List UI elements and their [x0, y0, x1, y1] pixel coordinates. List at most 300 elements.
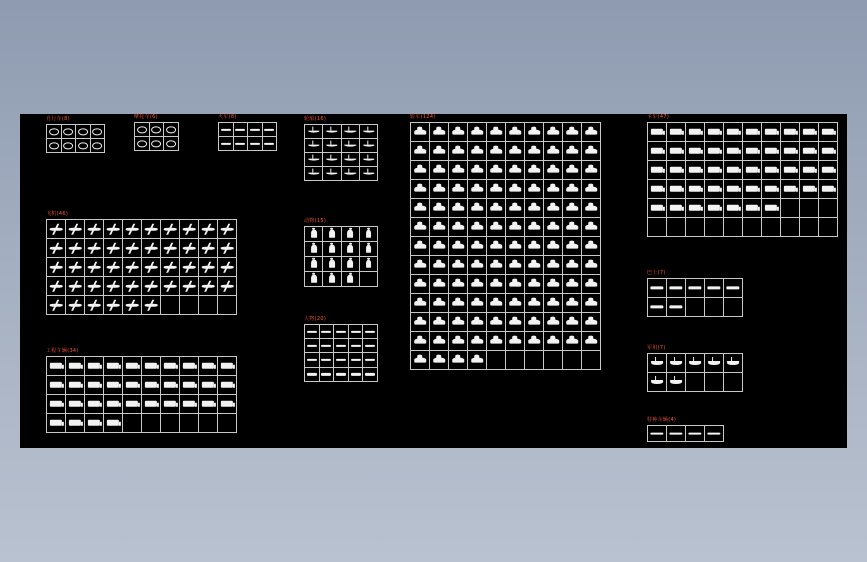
block-cell[interactable]	[142, 220, 161, 239]
block-cell[interactable]	[705, 199, 724, 218]
block-cell[interactable]	[320, 339, 335, 353]
block-cell[interactable]	[686, 180, 705, 199]
block-cell[interactable]	[342, 272, 360, 287]
block-cell[interactable]	[468, 123, 487, 142]
block-cell[interactable]	[305, 353, 320, 367]
block-cell[interactable]	[487, 218, 506, 237]
block-cell[interactable]	[164, 123, 179, 137]
block-cell[interactable]	[487, 256, 506, 275]
block-cell[interactable]	[219, 123, 234, 137]
block-cell[interactable]	[218, 395, 237, 414]
block-cell[interactable]	[582, 275, 601, 294]
block-cell[interactable]	[234, 137, 249, 151]
block-cell[interactable]	[563, 313, 582, 332]
block-cell[interactable]	[85, 357, 104, 376]
block-cell[interactable]	[66, 414, 85, 433]
block-cell[interactable]	[487, 332, 506, 351]
block-cell[interactable]	[563, 294, 582, 313]
block-cell[interactable]	[743, 180, 762, 199]
block-cell[interactable]	[323, 139, 341, 153]
block-cell[interactable]	[544, 199, 563, 218]
block-cell[interactable]	[180, 376, 199, 395]
block-cell[interactable]	[800, 142, 819, 161]
block-cell[interactable]	[360, 242, 378, 257]
block-cell[interactable]	[582, 218, 601, 237]
block-cell[interactable]	[360, 167, 378, 181]
block-cell[interactable]	[449, 256, 468, 275]
block-cell[interactable]	[66, 239, 85, 258]
block-cell[interactable]	[66, 220, 85, 239]
block-cell[interactable]	[47, 277, 66, 296]
block-cell[interactable]	[430, 275, 449, 294]
block-cell[interactable]	[487, 142, 506, 161]
block-cell[interactable]	[62, 125, 77, 139]
block-cell[interactable]	[648, 279, 667, 298]
block-cell[interactable]	[686, 426, 705, 442]
block-cell[interactable]	[85, 277, 104, 296]
block-cell[interactable]	[449, 351, 468, 370]
block-cell[interactable]	[323, 153, 341, 167]
block-cell[interactable]	[781, 142, 800, 161]
block-cell[interactable]	[305, 125, 323, 139]
block-cell[interactable]	[342, 167, 360, 181]
block-cell[interactable]	[411, 237, 430, 256]
block-cell[interactable]	[544, 237, 563, 256]
block-cell[interactable]	[487, 161, 506, 180]
block-cell[interactable]	[743, 142, 762, 161]
block-cell[interactable]	[342, 139, 360, 153]
block-cell[interactable]	[468, 351, 487, 370]
block-cell[interactable]	[487, 123, 506, 142]
block-cell[interactable]	[411, 351, 430, 370]
block-cell[interactable]	[218, 376, 237, 395]
block-cell[interactable]	[342, 153, 360, 167]
block-cell[interactable]	[743, 199, 762, 218]
block-cell[interactable]	[781, 161, 800, 180]
block-cell[interactable]	[781, 123, 800, 142]
block-cell[interactable]	[104, 258, 123, 277]
block-cell[interactable]	[525, 237, 544, 256]
block-cell[interactable]	[66, 258, 85, 277]
block-cell[interactable]	[342, 125, 360, 139]
block-cell[interactable]	[104, 357, 123, 376]
block-cell[interactable]	[66, 376, 85, 395]
block-cell[interactable]	[91, 125, 106, 139]
block-cell[interactable]	[582, 123, 601, 142]
block-cell[interactable]	[234, 123, 249, 137]
block-cell[interactable]	[449, 180, 468, 199]
block-cell[interactable]	[123, 220, 142, 239]
block-cell[interactable]	[743, 123, 762, 142]
block-cell[interactable]	[430, 218, 449, 237]
block-cell[interactable]	[449, 294, 468, 313]
block-cell[interactable]	[218, 220, 237, 239]
block-cell[interactable]	[525, 161, 544, 180]
block-cell[interactable]	[411, 123, 430, 142]
block-cell[interactable]	[323, 227, 341, 242]
block-cell[interactable]	[667, 123, 686, 142]
block-cell[interactable]	[648, 142, 667, 161]
block-cell[interactable]	[506, 275, 525, 294]
block-cell[interactable]	[305, 339, 320, 353]
block-cell[interactable]	[487, 294, 506, 313]
block-cell[interactable]	[85, 414, 104, 433]
block-cell[interactable]	[487, 199, 506, 218]
block-cell[interactable]	[449, 313, 468, 332]
block-cell[interactable]	[468, 161, 487, 180]
block-cell[interactable]	[667, 298, 686, 317]
block-cell[interactable]	[349, 368, 364, 382]
block-cell[interactable]	[525, 142, 544, 161]
block-cell[interactable]	[123, 258, 142, 277]
block-cell[interactable]	[47, 357, 66, 376]
block-cell[interactable]	[544, 161, 563, 180]
block-cell[interactable]	[85, 296, 104, 315]
block-cell[interactable]	[360, 153, 378, 167]
block-cell[interactable]	[323, 167, 341, 181]
block-cell[interactable]	[161, 357, 180, 376]
block-cell[interactable]	[724, 123, 743, 142]
block-cell[interactable]	[218, 258, 237, 277]
block-cell[interactable]	[85, 258, 104, 277]
block-cell[interactable]	[487, 313, 506, 332]
block-cell[interactable]	[161, 277, 180, 296]
block-cell[interactable]	[305, 368, 320, 382]
block-cell[interactable]	[164, 137, 179, 151]
block-cell[interactable]	[180, 357, 199, 376]
block-cell[interactable]	[142, 376, 161, 395]
block-cell[interactable]	[305, 153, 323, 167]
block-cell[interactable]	[563, 142, 582, 161]
block-cell[interactable]	[667, 373, 686, 392]
block-cell[interactable]	[411, 256, 430, 275]
block-cell[interactable]	[525, 199, 544, 218]
block-cell[interactable]	[449, 332, 468, 351]
block-cell[interactable]	[506, 256, 525, 275]
block-cell[interactable]	[506, 313, 525, 332]
block-cell[interactable]	[430, 294, 449, 313]
block-cell[interactable]	[342, 242, 360, 257]
block-cell[interactable]	[648, 373, 667, 392]
block-cell[interactable]	[506, 123, 525, 142]
block-cell[interactable]	[819, 161, 838, 180]
block-cell[interactable]	[724, 142, 743, 161]
block-cell[interactable]	[449, 237, 468, 256]
block-cell[interactable]	[305, 257, 323, 272]
block-cell[interactable]	[363, 353, 378, 367]
block-cell[interactable]	[743, 161, 762, 180]
block-cell[interactable]	[323, 272, 341, 287]
block-cell[interactable]	[180, 395, 199, 414]
block-cell[interactable]	[104, 239, 123, 258]
block-cell[interactable]	[487, 180, 506, 199]
block-cell[interactable]	[360, 139, 378, 153]
block-cell[interactable]	[180, 277, 199, 296]
block-cell[interactable]	[161, 239, 180, 258]
block-cell[interactable]	[360, 125, 378, 139]
block-cell[interactable]	[47, 376, 66, 395]
block-cell[interactable]	[360, 227, 378, 242]
block-cell[interactable]	[199, 395, 218, 414]
block-cell[interactable]	[525, 218, 544, 237]
block-cell[interactable]	[161, 376, 180, 395]
block-cell[interactable]	[104, 296, 123, 315]
block-cell[interactable]	[648, 123, 667, 142]
block-cell[interactable]	[323, 257, 341, 272]
block-cell[interactable]	[525, 294, 544, 313]
block-cell[interactable]	[123, 376, 142, 395]
block-cell[interactable]	[582, 180, 601, 199]
block-cell[interactable]	[218, 357, 237, 376]
block-cell[interactable]	[161, 395, 180, 414]
block-cell[interactable]	[506, 161, 525, 180]
block-cell[interactable]	[263, 123, 278, 137]
block-cell[interactable]	[305, 167, 323, 181]
block-cell[interactable]	[349, 325, 364, 339]
block-cell[interactable]	[85, 376, 104, 395]
block-cell[interactable]	[468, 313, 487, 332]
block-cell[interactable]	[199, 258, 218, 277]
block-cell[interactable]	[142, 395, 161, 414]
block-cell[interactable]	[430, 123, 449, 142]
block-cell[interactable]	[506, 237, 525, 256]
block-cell[interactable]	[305, 272, 323, 287]
block-cell[interactable]	[411, 142, 430, 161]
block-cell[interactable]	[334, 339, 349, 353]
block-cell[interactable]	[363, 368, 378, 382]
block-cell[interactable]	[363, 339, 378, 353]
block-cell[interactable]	[320, 368, 335, 382]
block-cell[interactable]	[411, 218, 430, 237]
block-cell[interactable]	[47, 239, 66, 258]
block-cell[interactable]	[142, 357, 161, 376]
block-cell[interactable]	[563, 180, 582, 199]
block-cell[interactable]	[323, 125, 341, 139]
block-cell[interactable]	[525, 332, 544, 351]
block-cell[interactable]	[563, 199, 582, 218]
block-cell[interactable]	[85, 220, 104, 239]
block-cell[interactable]	[123, 239, 142, 258]
block-cell[interactable]	[248, 137, 263, 151]
block-cell[interactable]	[686, 123, 705, 142]
block-cell[interactable]	[430, 256, 449, 275]
block-cell[interactable]	[135, 123, 150, 137]
block-cell[interactable]	[544, 218, 563, 237]
block-cell[interactable]	[819, 123, 838, 142]
block-cell[interactable]	[104, 220, 123, 239]
block-cell[interactable]	[705, 279, 724, 298]
block-cell[interactable]	[449, 123, 468, 142]
block-cell[interactable]	[320, 353, 335, 367]
block-cell[interactable]	[582, 313, 601, 332]
block-cell[interactable]	[800, 180, 819, 199]
block-cell[interactable]	[582, 294, 601, 313]
block-cell[interactable]	[47, 125, 62, 139]
block-cell[interactable]	[47, 395, 66, 414]
block-cell[interactable]	[47, 414, 66, 433]
block-cell[interactable]	[180, 258, 199, 277]
block-cell[interactable]	[544, 142, 563, 161]
block-cell[interactable]	[104, 277, 123, 296]
block-cell[interactable]	[449, 161, 468, 180]
block-cell[interactable]	[342, 257, 360, 272]
block-cell[interactable]	[582, 161, 601, 180]
block-cell[interactable]	[487, 275, 506, 294]
block-cell[interactable]	[199, 220, 218, 239]
block-cell[interactable]	[305, 139, 323, 153]
block-cell[interactable]	[411, 332, 430, 351]
block-cell[interactable]	[506, 199, 525, 218]
block-cell[interactable]	[430, 199, 449, 218]
block-cell[interactable]	[449, 199, 468, 218]
block-cell[interactable]	[724, 161, 743, 180]
block-cell[interactable]	[667, 354, 686, 373]
block-cell[interactable]	[563, 161, 582, 180]
block-cell[interactable]	[47, 258, 66, 277]
block-cell[interactable]	[705, 142, 724, 161]
block-cell[interactable]	[349, 339, 364, 353]
block-cell[interactable]	[648, 426, 667, 442]
block-cell[interactable]	[430, 313, 449, 332]
block-cell[interactable]	[449, 142, 468, 161]
block-cell[interactable]	[762, 180, 781, 199]
block-cell[interactable]	[150, 137, 165, 151]
block-cell[interactable]	[219, 137, 234, 151]
block-cell[interactable]	[667, 426, 686, 442]
block-cell[interactable]	[648, 199, 667, 218]
block-cell[interactable]	[66, 296, 85, 315]
block-cell[interactable]	[724, 354, 743, 373]
block-cell[interactable]	[430, 142, 449, 161]
block-cell[interactable]	[648, 298, 667, 317]
block-cell[interactable]	[762, 123, 781, 142]
block-cell[interactable]	[161, 258, 180, 277]
block-cell[interactable]	[468, 180, 487, 199]
block-cell[interactable]	[544, 294, 563, 313]
drawing-canvas[interactable]	[20, 114, 847, 448]
block-cell[interactable]	[705, 180, 724, 199]
block-cell[interactable]	[781, 180, 800, 199]
block-cell[interactable]	[506, 332, 525, 351]
block-cell[interactable]	[468, 332, 487, 351]
block-cell[interactable]	[91, 139, 106, 153]
block-cell[interactable]	[199, 376, 218, 395]
block-cell[interactable]	[563, 218, 582, 237]
block-cell[interactable]	[430, 351, 449, 370]
block-cell[interactable]	[724, 279, 743, 298]
block-cell[interactable]	[544, 256, 563, 275]
block-cell[interactable]	[104, 414, 123, 433]
block-cell[interactable]	[724, 180, 743, 199]
block-cell[interactable]	[667, 142, 686, 161]
block-cell[interactable]	[85, 395, 104, 414]
block-cell[interactable]	[263, 137, 278, 151]
block-cell[interactable]	[62, 139, 77, 153]
block-cell[interactable]	[506, 142, 525, 161]
block-cell[interactable]	[47, 220, 66, 239]
block-cell[interactable]	[563, 332, 582, 351]
block-cell[interactable]	[218, 239, 237, 258]
block-cell[interactable]	[686, 142, 705, 161]
block-cell[interactable]	[563, 123, 582, 142]
block-cell[interactable]	[563, 256, 582, 275]
block-cell[interactable]	[199, 277, 218, 296]
block-cell[interactable]	[506, 218, 525, 237]
block-cell[interactable]	[686, 199, 705, 218]
block-cell[interactable]	[104, 376, 123, 395]
block-cell[interactable]	[66, 277, 85, 296]
block-cell[interactable]	[180, 239, 199, 258]
block-cell[interactable]	[648, 161, 667, 180]
block-cell[interactable]	[762, 142, 781, 161]
block-cell[interactable]	[334, 368, 349, 382]
block-cell[interactable]	[544, 313, 563, 332]
block-cell[interactable]	[142, 277, 161, 296]
block-cell[interactable]	[705, 123, 724, 142]
block-cell[interactable]	[544, 180, 563, 199]
block-cell[interactable]	[123, 296, 142, 315]
block-cell[interactable]	[705, 161, 724, 180]
block-cell[interactable]	[449, 275, 468, 294]
block-cell[interactable]	[563, 237, 582, 256]
block-cell[interactable]	[430, 237, 449, 256]
block-cell[interactable]	[506, 180, 525, 199]
block-cell[interactable]	[76, 139, 91, 153]
block-cell[interactable]	[468, 294, 487, 313]
block-cell[interactable]	[705, 426, 724, 442]
block-cell[interactable]	[142, 258, 161, 277]
block-cell[interactable]	[582, 237, 601, 256]
block-cell[interactable]	[819, 180, 838, 199]
block-cell[interactable]	[525, 313, 544, 332]
block-cell[interactable]	[686, 354, 705, 373]
block-cell[interactable]	[544, 275, 563, 294]
block-cell[interactable]	[334, 353, 349, 367]
block-cell[interactable]	[411, 161, 430, 180]
block-cell[interactable]	[648, 180, 667, 199]
block-cell[interactable]	[525, 256, 544, 275]
block-cell[interactable]	[180, 220, 199, 239]
block-cell[interactable]	[582, 256, 601, 275]
block-cell[interactable]	[667, 279, 686, 298]
block-cell[interactable]	[525, 123, 544, 142]
block-cell[interactable]	[411, 313, 430, 332]
block-cell[interactable]	[667, 161, 686, 180]
block-cell[interactable]	[218, 277, 237, 296]
block-cell[interactable]	[525, 180, 544, 199]
block-cell[interactable]	[686, 161, 705, 180]
block-cell[interactable]	[360, 257, 378, 272]
block-cell[interactable]	[430, 332, 449, 351]
block-cell[interactable]	[686, 279, 705, 298]
block-cell[interactable]	[305, 242, 323, 257]
block-cell[interactable]	[305, 325, 320, 339]
block-cell[interactable]	[85, 239, 104, 258]
block-cell[interactable]	[135, 137, 150, 151]
block-cell[interactable]	[47, 139, 62, 153]
block-cell[interactable]	[334, 325, 349, 339]
block-cell[interactable]	[66, 357, 85, 376]
block-cell[interactable]	[320, 325, 335, 339]
block-cell[interactable]	[411, 199, 430, 218]
block-cell[interactable]	[411, 294, 430, 313]
block-cell[interactable]	[363, 325, 378, 339]
block-cell[interactable]	[323, 242, 341, 257]
block-cell[interactable]	[76, 125, 91, 139]
block-cell[interactable]	[724, 199, 743, 218]
block-cell[interactable]	[667, 199, 686, 218]
block-cell[interactable]	[468, 218, 487, 237]
